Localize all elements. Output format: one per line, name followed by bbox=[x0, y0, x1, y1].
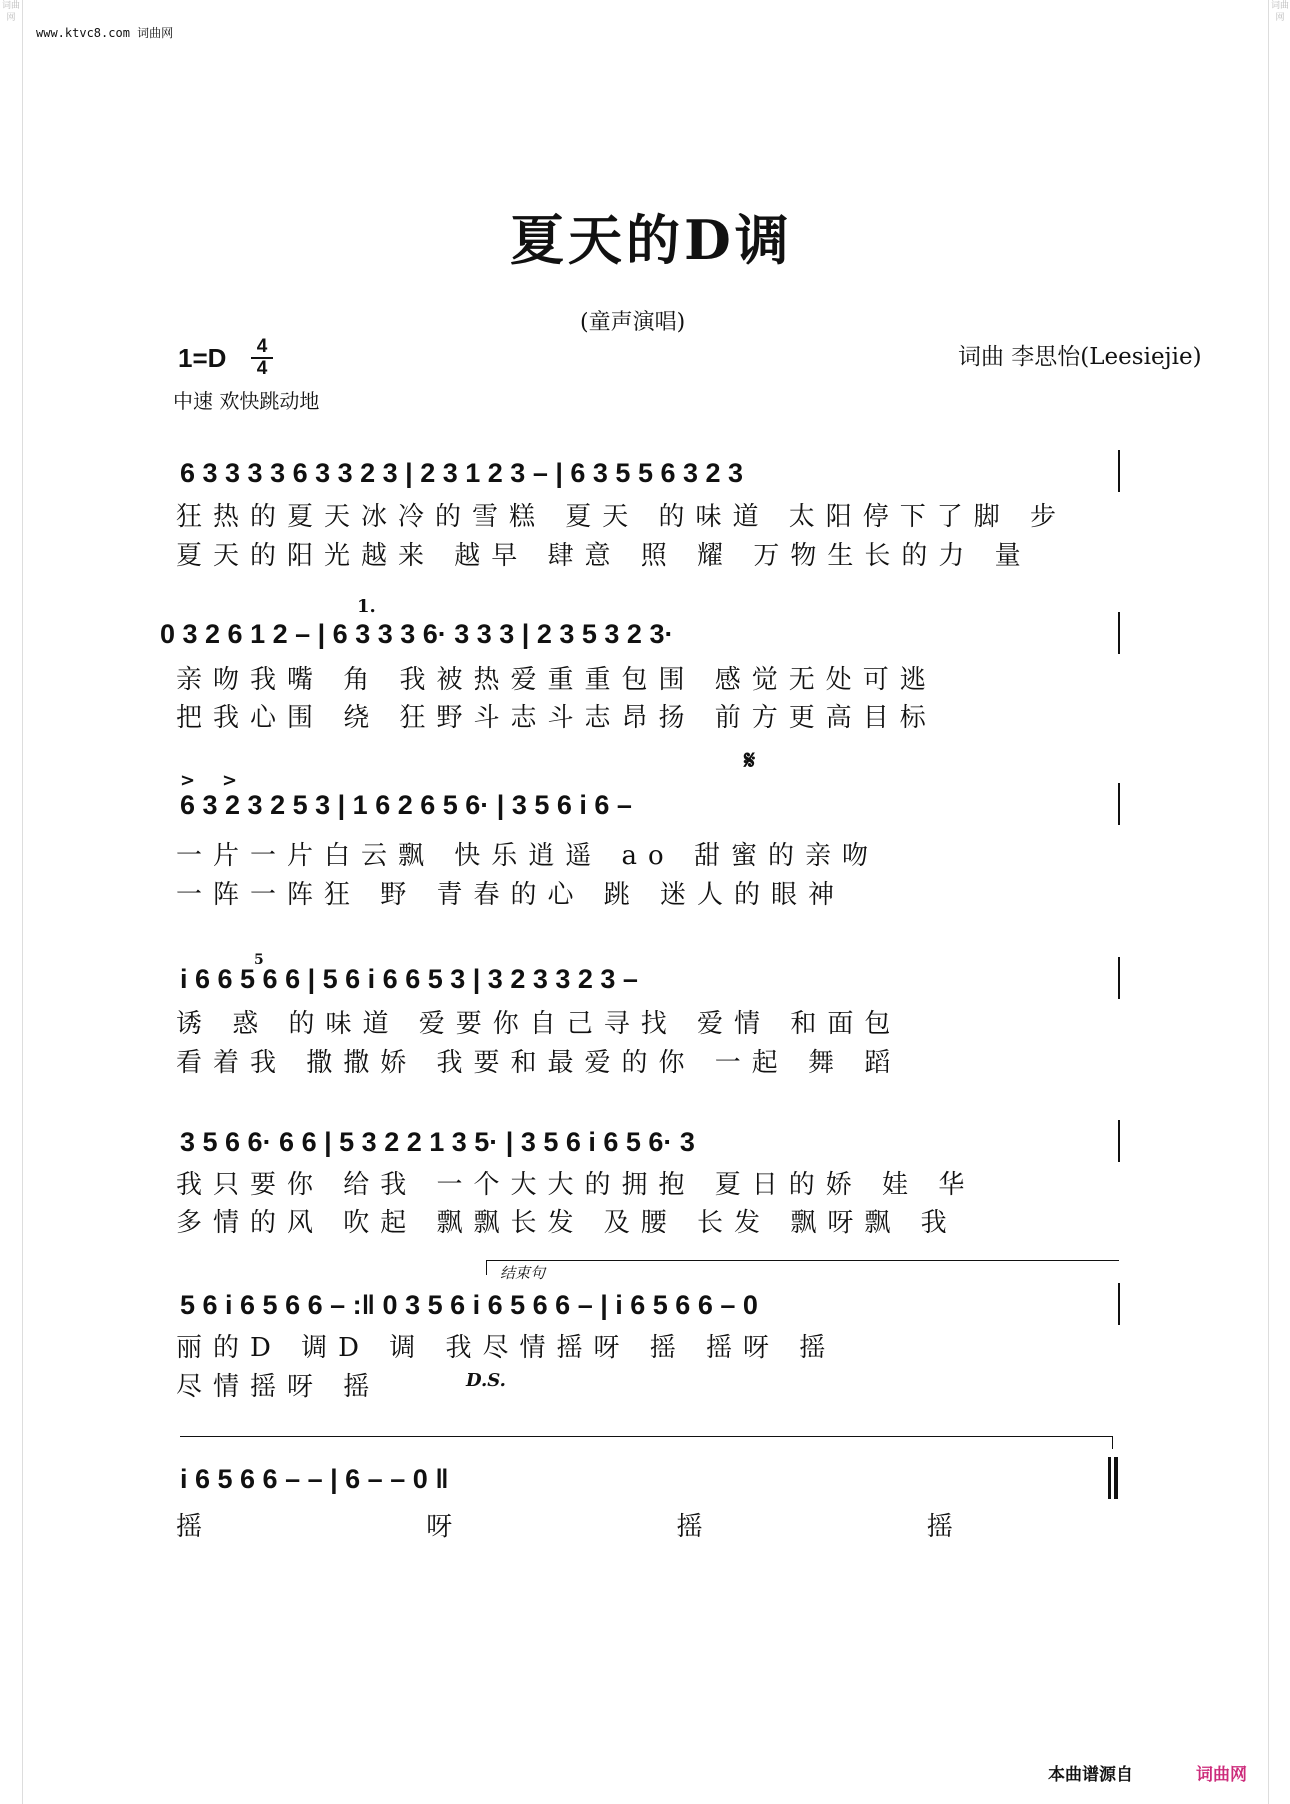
notation-line-1: 6 3 3 3 3 6 3 3 2 3 | 2 3 1 2 3 – | 6 3 5 5 6 3 2 3 bbox=[180, 458, 744, 488]
lyric-line-3-verse-1: 一片一片白云飘 快乐逍遥 ao 甜蜜的亲吻 bbox=[176, 841, 879, 871]
footer-brand[interactable]: 词曲网 bbox=[1196, 1765, 1247, 1785]
ending-bracket bbox=[486, 1260, 1119, 1275]
time-signature bbox=[251, 338, 273, 378]
barline bbox=[1118, 1120, 1120, 1162]
ending-bracket-continuation bbox=[180, 1436, 1113, 1449]
barline bbox=[1118, 450, 1120, 492]
ending-label: 结束句 bbox=[500, 1264, 546, 1282]
key-signature: 1=D bbox=[178, 343, 227, 373]
grace-note: 5 bbox=[254, 952, 264, 968]
lyric-line-5-verse-2: 多情的风 吹起 飘飘长发 及腰 长发 飘呀飘 我 bbox=[176, 1208, 958, 1238]
lyric-line-3-verse-2: 一阵一阵狂 野 青春的心 跳 迷人的眼神 bbox=[176, 880, 846, 910]
volta-mark: 1. bbox=[357, 596, 376, 617]
segno-mark: 𝄋 bbox=[744, 746, 756, 776]
lyric-line-6-verse-2: 尽情摇呀 摇 bbox=[176, 1372, 381, 1402]
lyric-line-2-verse-2: 把我心围 绕 狂野斗志斗志昂扬 前方更高目标 bbox=[176, 703, 937, 733]
source-url: www.ktvc8.com 词曲网 bbox=[36, 26, 174, 40]
lyric-line-4-verse-1: 诱 惑 的味道 爱要你自己寻找 爱情 和面包 bbox=[176, 1009, 902, 1039]
time-sig-top: 4 bbox=[256, 336, 268, 357]
barline bbox=[1118, 612, 1120, 654]
tempo-marking: 中速 欢快跳动地 bbox=[173, 389, 320, 413]
lyric-line-7: 摇 呀 摇 摇 bbox=[176, 1512, 1061, 1542]
lyric-line-2-verse-1: 亲吻我嘴 角 我被热爱重重包围 感觉无处可逃 bbox=[176, 665, 937, 695]
barline bbox=[1118, 957, 1120, 999]
final-barline bbox=[1108, 1457, 1111, 1499]
final-barline-thick bbox=[1114, 1457, 1118, 1499]
lyric-line-1-verse-1: 狂热的夏天冰冷的雪糕 夏天 的味道 太阳停下了脚 步 bbox=[176, 502, 1068, 532]
footer-source: 本曲谱源自 bbox=[1048, 1765, 1133, 1785]
credits: 词曲 李思怡(Leesiejie) bbox=[958, 344, 1202, 370]
ds-mark: D.S. bbox=[466, 1370, 506, 1391]
notation-line-6: 5 6 i 6 5 6 6 – :‖ 0 3 5 6 i 6 5 6 6 – | i 6 5 6 6 – 0 bbox=[180, 1290, 758, 1320]
lyric-line-4-verse-2: 看着我 撒撒娇 我要和最爱的你 一起 舞 蹈 bbox=[176, 1048, 902, 1078]
time-sig-bottom: 4 bbox=[256, 358, 268, 379]
side-watermark: 词曲网 bbox=[1, 1, 20, 23]
subtitle: (童声演唱) bbox=[580, 310, 686, 335]
lyric-line-5-verse-1: 我只要你 给我 一个大大的拥抱 夏日的娇 娃 华 bbox=[176, 1170, 976, 1200]
notation-line-3: 6 3 2 3 2 5 3 | 1 6 2 6 5 6· | 3 5 6 i 6 – bbox=[180, 790, 632, 820]
right-watermark-strip bbox=[1268, 0, 1290, 1804]
notation-line-7: i 6 5 6 6 – – | 6 – – 0 ‖ bbox=[180, 1464, 449, 1494]
lyric-line-1-verse-2: 夏天的阳光越来 越早 肆意 照 耀 万物生长的力 量 bbox=[176, 541, 1032, 571]
side-watermark: 词曲网 bbox=[1270, 1, 1289, 23]
notation-line-4: i 6 6 5 6 6 | 5 6 i 6 6 5 3 | 3 2 3 3 2 3 – bbox=[180, 964, 638, 994]
accent-mark: > bbox=[180, 770, 196, 791]
barline bbox=[1118, 1283, 1120, 1325]
page-title: 夏天的D调 bbox=[510, 208, 793, 272]
accent-mark: > bbox=[222, 770, 238, 791]
barline bbox=[1118, 783, 1120, 825]
left-watermark-strip bbox=[0, 0, 23, 1804]
notation-line-2: 0 3 2 6 1 2 – | 6 3 3 3 6· 3 3 3 | 2 3 5 3 2 3· bbox=[160, 619, 674, 649]
notation-line-5: 3 5 6 6· 6 6 | 5 3 2 2 1 3 5· | 3 5 6 i 6 5 6· 3 bbox=[180, 1127, 695, 1157]
lyric-line-6-verse-1: 丽的D 调D 调 我尽情摇呀 摇 摇呀 摇 bbox=[176, 1333, 837, 1363]
